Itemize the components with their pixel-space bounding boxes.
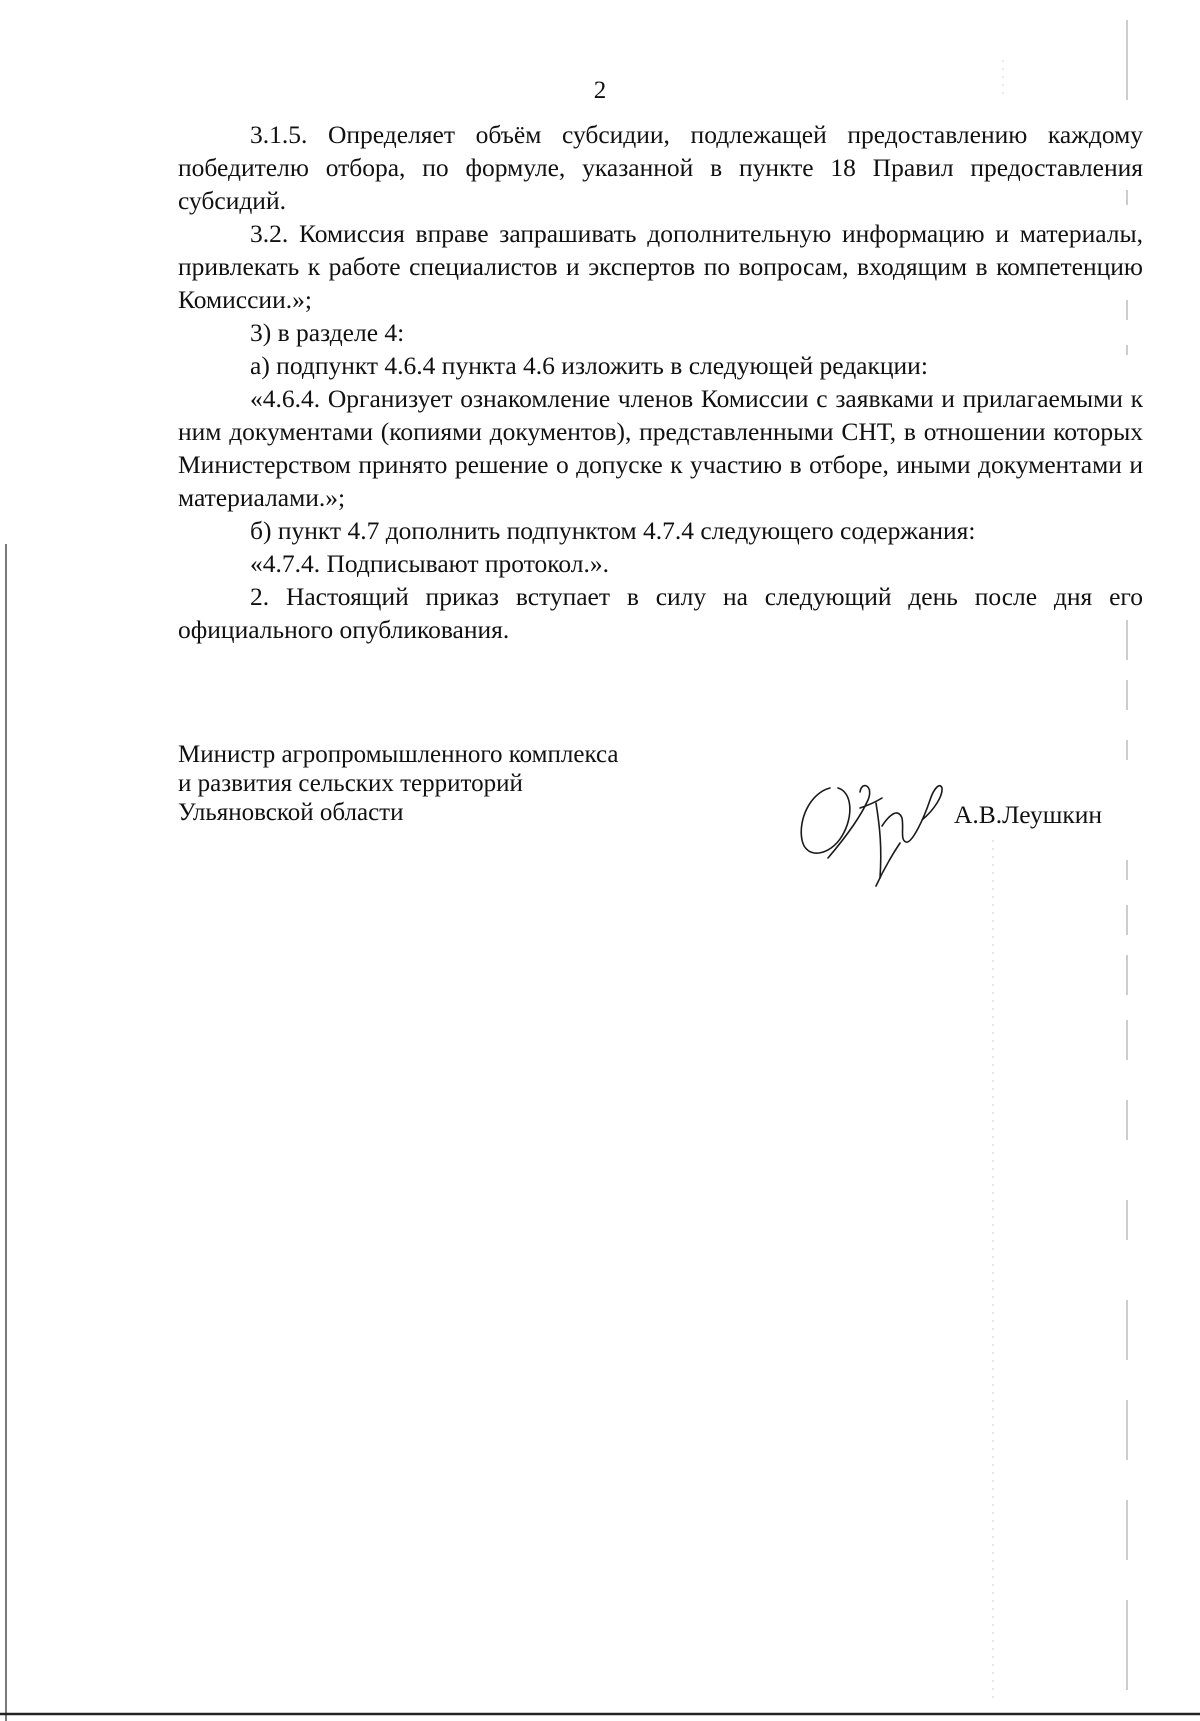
document-body	[178, 118, 1143, 646]
paragraph-item-b: б) пункт 4.7 дополнить подпунктом 4.7.4 следующего содержания:	[250, 516, 976, 545]
paragraph-3-1-5: 3.1.5. Определяет объём субсидии, подлежащей предоставлению каждому победителю отбора, по формуле, указанной в пункте 18 Правил предоставления субсидий.	[178, 120, 1143, 215]
paragraph-item-a: а) подпункт 4.6.4 пункта 4.6 изложить в следующей редакции:	[250, 351, 928, 380]
signatory-title-line: и развития сельских территорий	[178, 770, 523, 797]
signatory-title-line: Министр агропромышленного комплекса	[178, 741, 619, 768]
signatory-name: А.В.Леушкин	[954, 800, 1103, 829]
signatory-title-line: Ульяновской области	[178, 799, 404, 826]
paragraph-section-4: 3) в разделе 4:	[250, 318, 405, 347]
page-number: 2	[593, 77, 607, 104]
signatory-title	[178, 740, 618, 827]
paragraph-effective-date: 2. Настоящий приказ вступает в силу на следующий день после дня его официального опубликования.	[178, 582, 1143, 644]
paragraph-4-7-4: «4.7.4. Подписывают протокол.».	[250, 549, 610, 578]
handwritten-signature	[790, 748, 970, 888]
paragraph-3-2: 3.2. Комиссия вправе запрашивать дополнительную информацию и материалы, привлекать к работе специалистов и экспертов по вопросам, входящим в компетенцию Комиссии.»;	[178, 219, 1143, 314]
paragraph-4-6-4: «4.6.4. Организует ознакомление членов Комиссии с заявками и прилагаемыми к ним документами (копиями документов), представленными СНТ, в отношении которых Министерством принято решение о допуске к участию в отборе, иными документами и материалами.»;	[178, 384, 1143, 512]
